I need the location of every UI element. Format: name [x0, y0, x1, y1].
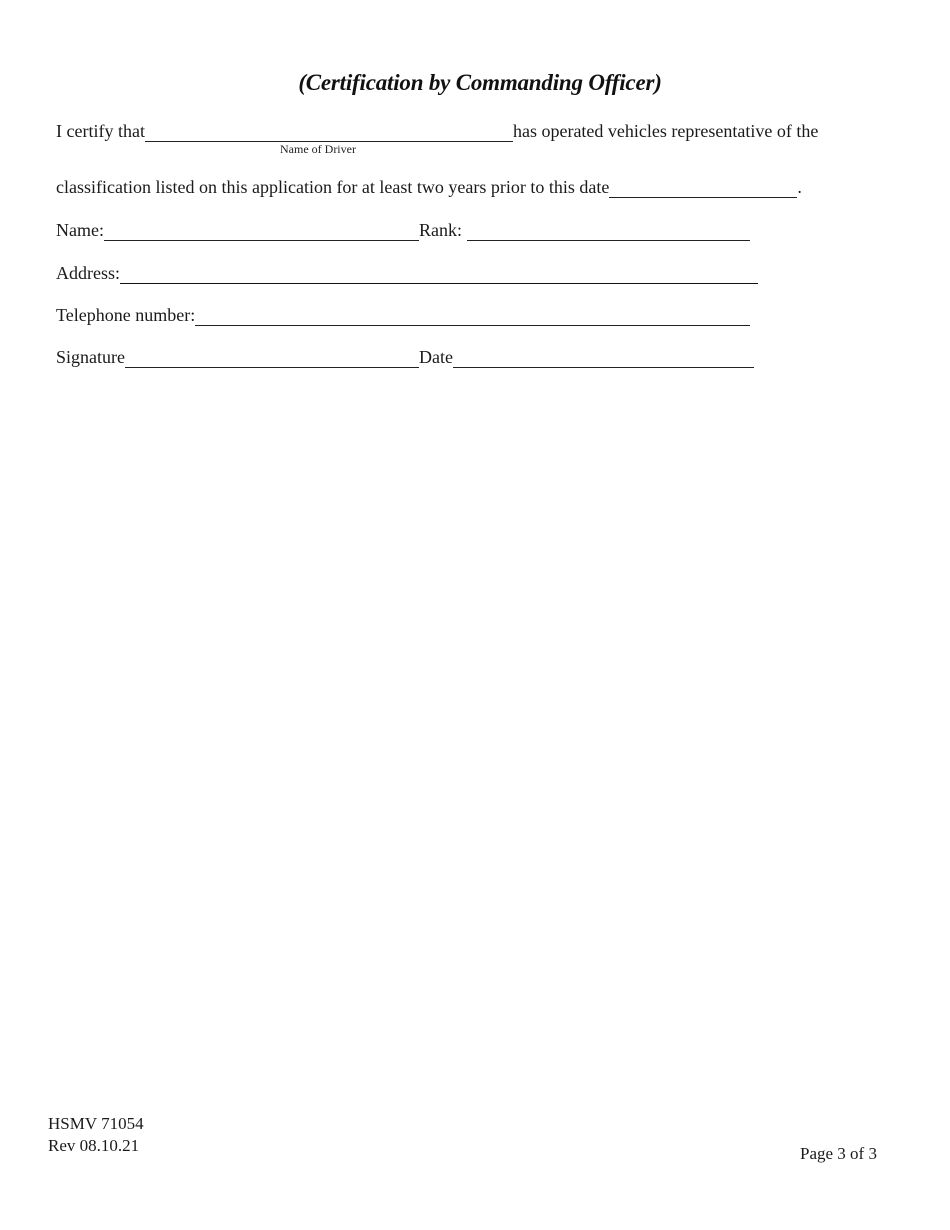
address-row [56, 262, 758, 284]
page-title: (Certification by Commanding Officer) [298, 70, 662, 95]
driver-name-field[interactable] [145, 123, 513, 142]
address-label: Address: [56, 263, 120, 283]
certify-date-field[interactable] [609, 179, 797, 198]
rank-field[interactable] [467, 222, 750, 241]
rank-label: Rank: [418, 220, 462, 240]
date-field[interactable] [453, 349, 754, 368]
signature-field[interactable] [125, 349, 419, 368]
certify-suffix: has operated vehicles representative of the [512, 121, 819, 141]
form-info [48, 1113, 144, 1157]
certify-period: . [797, 177, 802, 197]
certify-line-2-text: classification listed on this application for at least two years prior to this date [56, 177, 610, 197]
name-label: Name: [56, 220, 104, 240]
address-field[interactable] [120, 265, 758, 284]
certify-line-2 [56, 176, 802, 198]
name-rank-row [56, 219, 750, 241]
telephone-field[interactable] [195, 307, 750, 326]
telephone-label: Telephone number: [56, 305, 196, 325]
certify-prefix: I certify that [56, 121, 145, 141]
signature-date-row [56, 346, 754, 368]
driver-name-caption: Name of Driver [280, 142, 356, 156]
telephone-row [56, 304, 750, 326]
page-number: Page 3 of 3 [800, 1144, 877, 1163]
certify-line-1 [56, 120, 818, 142]
signature-label: Signature [56, 347, 125, 367]
form-number: HSMV 71054 [48, 1114, 144, 1133]
name-field[interactable] [104, 222, 419, 241]
form-revision: Rev 08.10.21 [48, 1136, 140, 1155]
date-label: Date [419, 347, 453, 367]
